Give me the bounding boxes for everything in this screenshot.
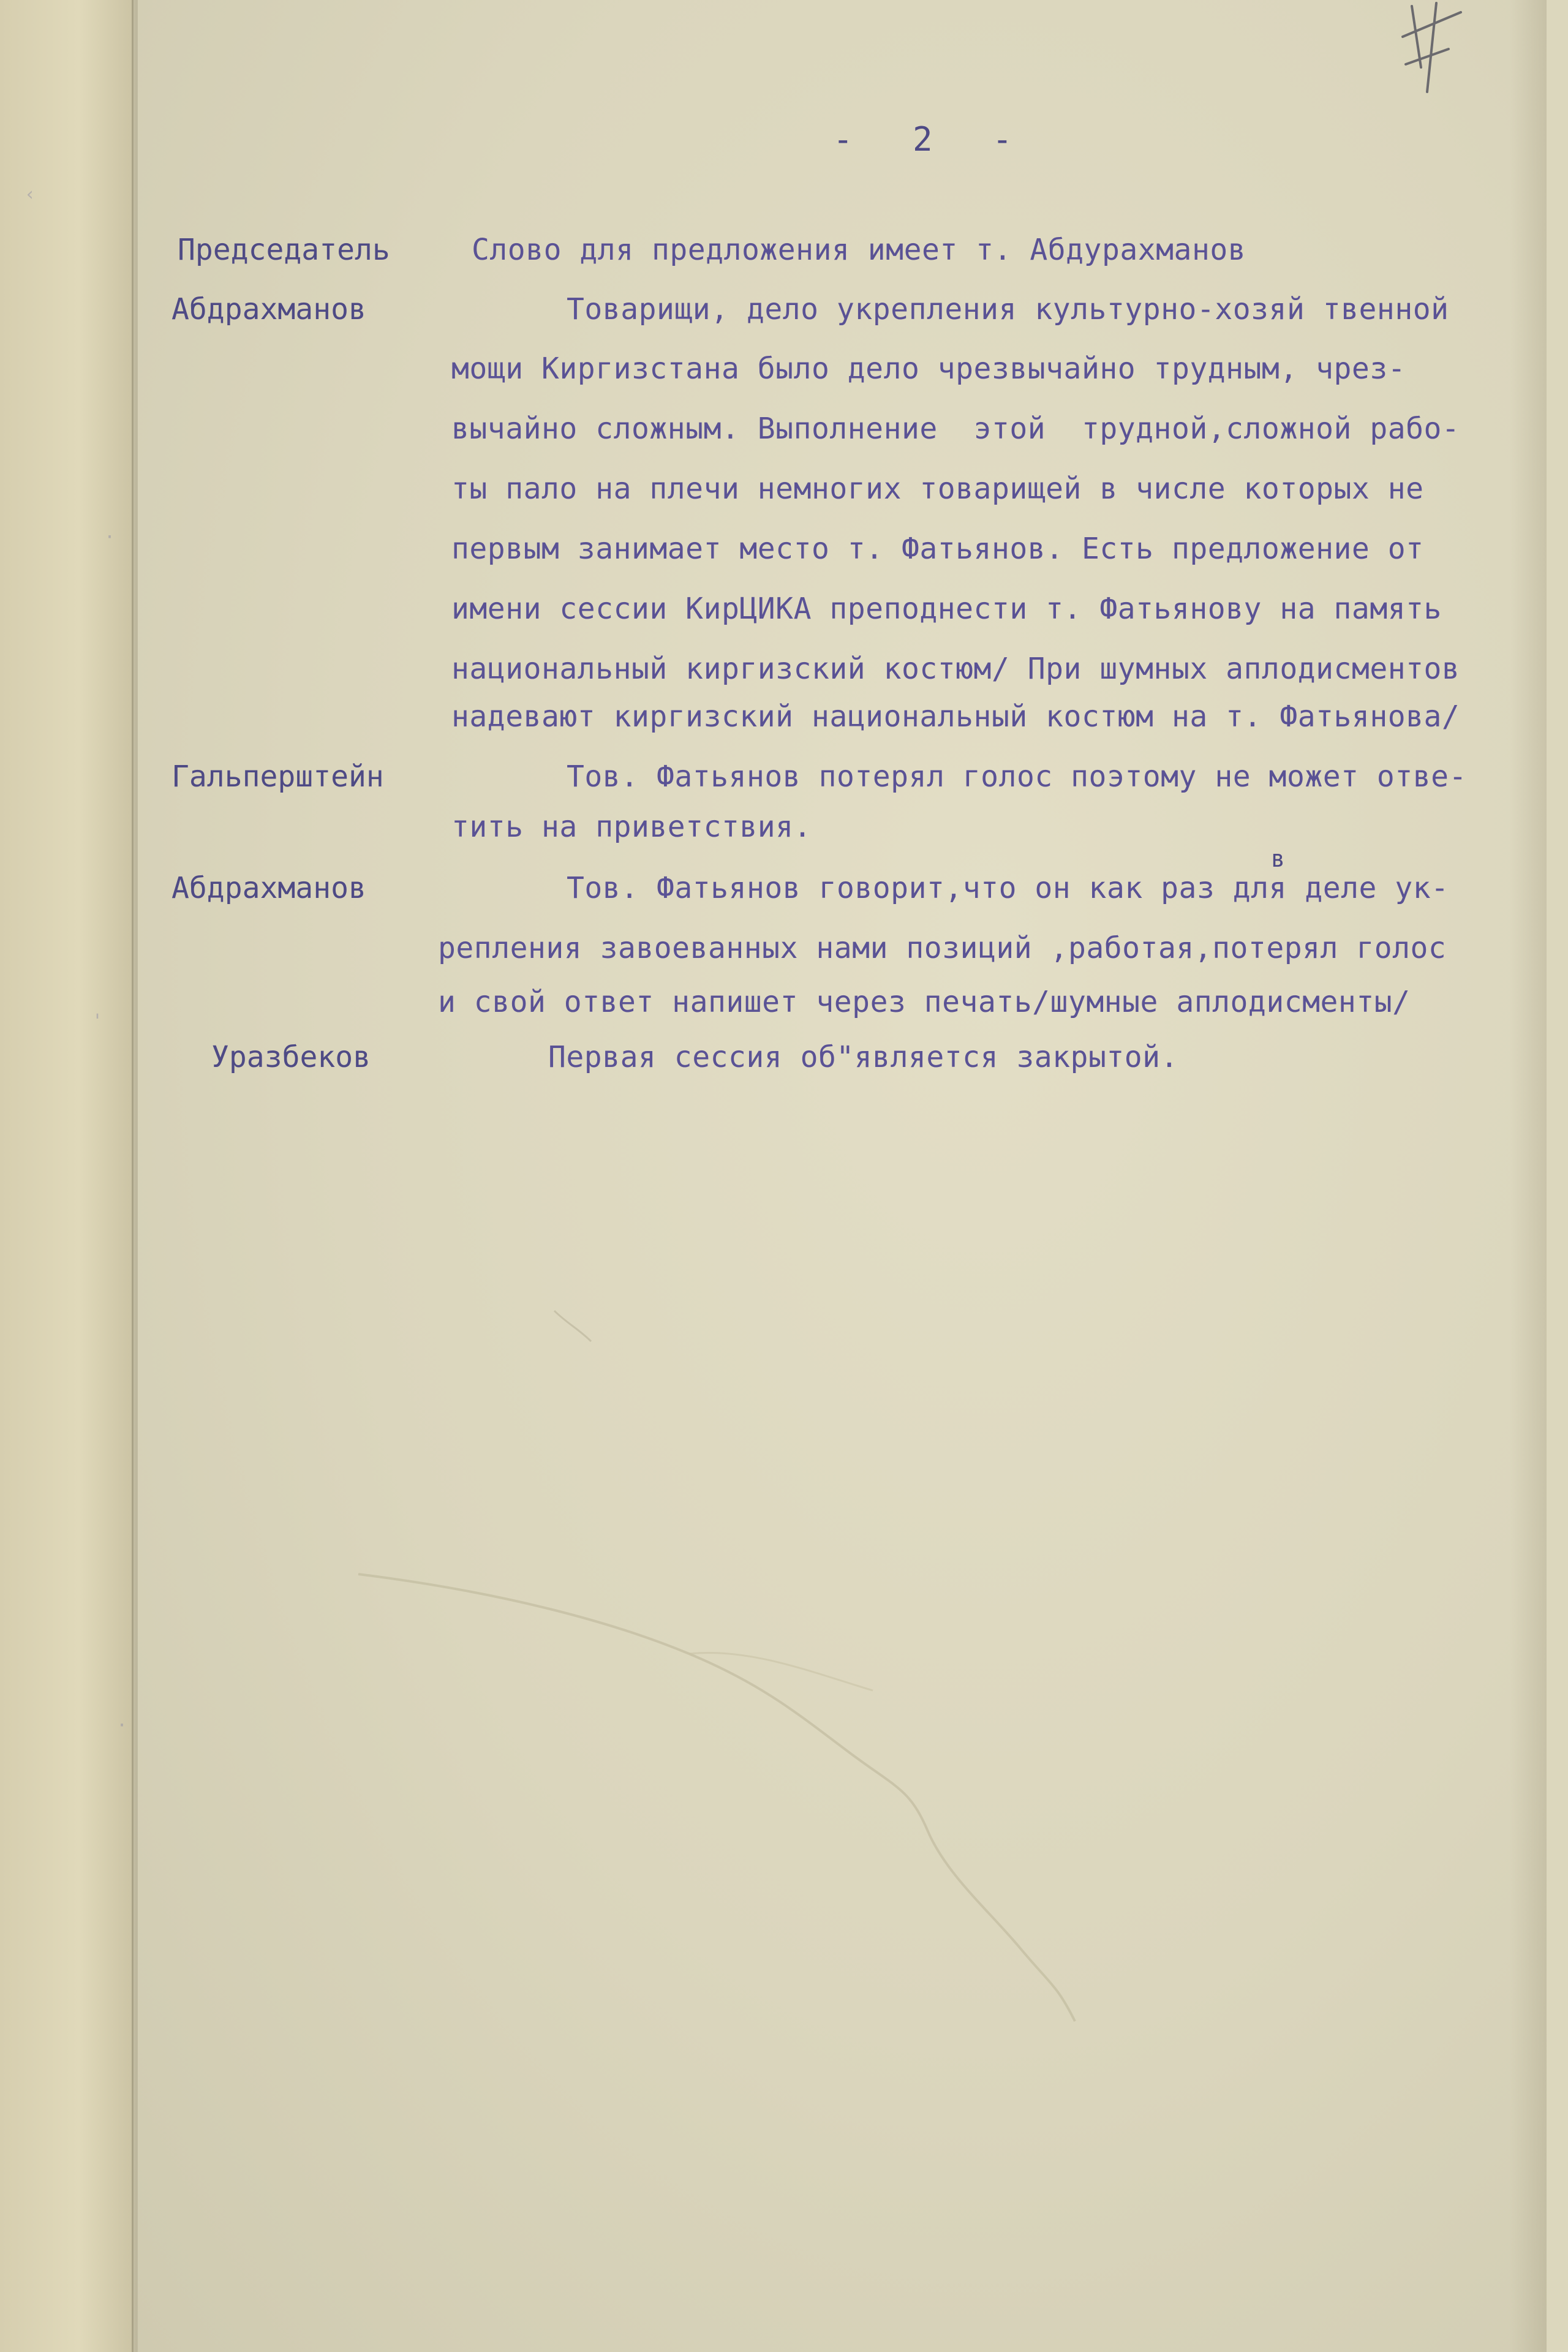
speaker-name: Председатель (178, 233, 390, 267)
text-line: надевают киргизский национальный костюм на т. Фатьянова/ (451, 699, 1460, 734)
text-line: первым занимает место т. Фатьянов. Есть предложение от (451, 532, 1424, 566)
text-line: репления завоеванных нами позиций ,работая,потерял голос (438, 931, 1447, 965)
text-line: Первая сессия об"является закрытой. (548, 1040, 1178, 1074)
speaker-name: Абдрахманов (172, 292, 366, 326)
text-line: имени сессии КирЦИКА преподнести т. Фатьянову на память (451, 592, 1442, 626)
page-shadow (1510, 0, 1547, 2352)
speaker-name: Уразбеков (211, 1040, 371, 1074)
text-line: мощи Киргизстана было дело чрезвычайно трудным, чрез- (451, 352, 1406, 386)
document-page (138, 0, 1547, 2352)
text-line: и свой ответ напишет через печать/шумные аплодисменты/ (438, 985, 1411, 1019)
speaker-name: Гальперштейн (172, 760, 384, 794)
page-number: - 2 - (833, 120, 1012, 159)
text-line: Слово для предложения имеет т. Абдурахманов (472, 233, 1246, 267)
text-line: ты пало на плечи немногих товарищей в числе которых не (451, 472, 1424, 506)
folio-number-handwritten (1393, 0, 1473, 104)
bleed-through-mark: · (104, 527, 116, 548)
bleed-through-mark: ‹ (24, 184, 36, 205)
previous-page-edge (0, 0, 134, 2352)
text-line: тить на приветствия. (451, 810, 812, 844)
text-line: Товарищи, дело укрепления культурно-хозяй твенной (567, 292, 1449, 326)
text-line: Тов. Фатьянов потерял голос поэтому не может отве- (567, 760, 1467, 794)
bleed-through-mark: ' (92, 1011, 104, 1032)
speaker-name: Абдрахманов (172, 871, 366, 905)
text-line: Тов. Фатьянов говорит,что он как раз для деле ук- (567, 871, 1449, 905)
bleed-through-mark: · (116, 1715, 128, 1736)
text-line: вычайно сложным. Выполнение этой трудной,сложной рабо- (451, 412, 1460, 446)
text-line: национальный киргизский костюм/ При шумных аплодисментов (451, 652, 1460, 686)
handwritten-insertion: в (1271, 845, 1285, 872)
